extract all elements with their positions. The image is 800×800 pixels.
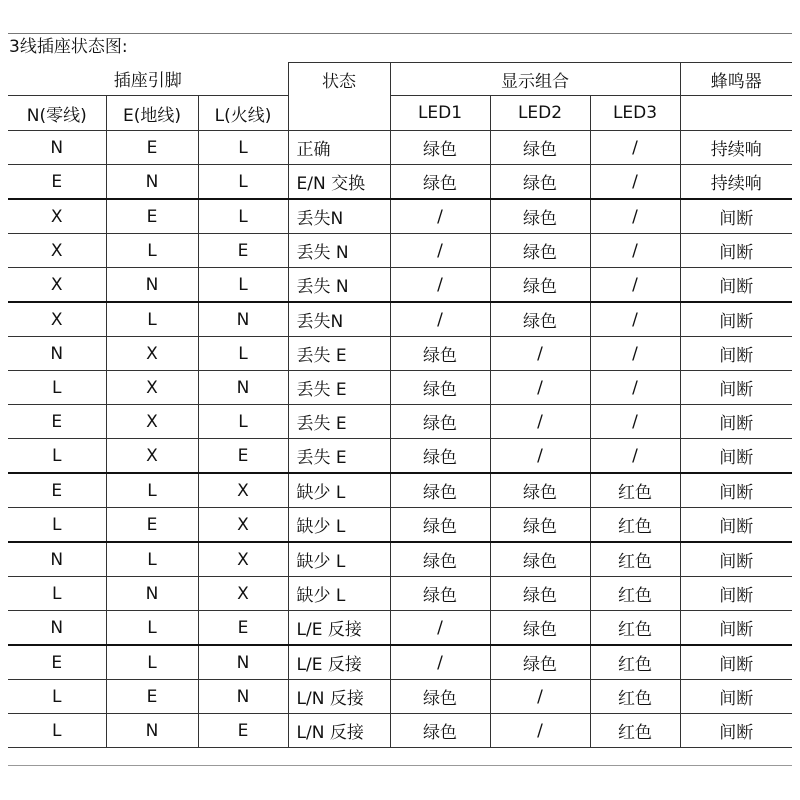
header-pins-group: 插座引脚: [8, 63, 288, 96]
cell-pin-n: L: [8, 680, 106, 714]
cell-led2: /: [490, 714, 590, 748]
cell-pin-e: N: [106, 165, 198, 200]
cell-pin-e: E: [106, 199, 198, 234]
cell-led1: 绿色: [390, 371, 490, 405]
cell-led2: /: [490, 439, 590, 474]
cell-led1: /: [390, 611, 490, 646]
cell-led1: 绿色: [390, 473, 490, 508]
table-row: [8, 268, 792, 303]
cell-pin-e: N: [106, 268, 198, 303]
cell-pin-l: X: [198, 473, 288, 508]
cell-status: 丢失 E: [288, 337, 390, 371]
cell-led2: 绿色: [490, 542, 590, 577]
cell-led1: /: [390, 268, 490, 303]
cell-led2: 绿色: [490, 234, 590, 268]
table-row: [8, 371, 792, 405]
cell-led1: /: [390, 645, 490, 680]
cell-pin-l: N: [198, 302, 288, 337]
cell-led2: 绿色: [490, 645, 590, 680]
cell-led3: 红色: [590, 542, 680, 577]
cell-pin-n: L: [8, 714, 106, 748]
cell-led3: /: [590, 199, 680, 234]
cell-pin-e: X: [106, 337, 198, 371]
header-led1: LED1: [390, 96, 490, 131]
cell-led1: 绿色: [390, 542, 490, 577]
cell-pin-l: E: [198, 714, 288, 748]
cell-led3: 红色: [590, 645, 680, 680]
cell-status: 缺少 L: [288, 577, 390, 611]
cell-status: L/N 反接: [288, 714, 390, 748]
cell-led2: 绿色: [490, 611, 590, 646]
table-row: [8, 337, 792, 371]
cell-pin-n: E: [8, 405, 106, 439]
cell-led3: /: [590, 439, 680, 474]
cell-led1: 绿色: [390, 405, 490, 439]
cell-led3: 红色: [590, 680, 680, 714]
cell-led3: /: [590, 337, 680, 371]
cell-pin-n: L: [8, 371, 106, 405]
cell-buzzer: 间断: [680, 680, 792, 714]
cell-led1: 绿色: [390, 680, 490, 714]
cell-status: L/E 反接: [288, 645, 390, 680]
cell-led2: 绿色: [490, 508, 590, 543]
cell-pin-e: L: [106, 302, 198, 337]
header-led2: LED2: [490, 96, 590, 131]
cell-pin-l: N: [198, 680, 288, 714]
header-row-2: [8, 96, 792, 131]
cell-pin-l: L: [198, 165, 288, 200]
cell-pin-l: E: [198, 234, 288, 268]
cell-pin-e: L: [106, 473, 198, 508]
cell-buzzer: 间断: [680, 371, 792, 405]
cell-led2: /: [490, 371, 590, 405]
cell-pin-e: X: [106, 371, 198, 405]
cell-status: L/E 反接: [288, 611, 390, 646]
cell-pin-n: N: [8, 131, 106, 165]
table-body: [8, 131, 792, 748]
cell-pin-n: L: [8, 577, 106, 611]
cell-status: 丢失 N: [288, 268, 390, 303]
cell-buzzer: 间断: [680, 268, 792, 303]
cell-status: 缺少 L: [288, 508, 390, 543]
table-row: [8, 131, 792, 165]
cell-pin-l: X: [198, 577, 288, 611]
cell-led2: 绿色: [490, 302, 590, 337]
table-row: [8, 473, 792, 508]
table-row: [8, 680, 792, 714]
cell-buzzer: 间断: [680, 714, 792, 748]
cell-pin-n: L: [8, 508, 106, 543]
cell-led3: /: [590, 302, 680, 337]
header-buzzer-blank: [680, 96, 792, 131]
header-row-1: [8, 63, 792, 96]
cell-pin-n: E: [8, 473, 106, 508]
header-status-blank: [288, 96, 390, 131]
cell-buzzer: 间断: [680, 234, 792, 268]
cell-pin-e: N: [106, 577, 198, 611]
cell-led3: 红色: [590, 611, 680, 646]
cell-pin-n: X: [8, 268, 106, 303]
cell-buzzer: 间断: [680, 542, 792, 577]
cell-pin-e: X: [106, 405, 198, 439]
cell-status: 丢失 E: [288, 371, 390, 405]
cell-led1: /: [390, 234, 490, 268]
cell-status: 正确: [288, 131, 390, 165]
table-row: [8, 234, 792, 268]
cell-pin-n: N: [8, 542, 106, 577]
cell-pin-e: E: [106, 131, 198, 165]
table-row: [8, 645, 792, 680]
header-led3: LED3: [590, 96, 680, 131]
page-caption: 3线插座状态图:: [9, 37, 128, 57]
table-row: [8, 577, 792, 611]
cell-pin-l: E: [198, 439, 288, 474]
bottom-rule: [8, 765, 792, 766]
cell-buzzer: 间断: [680, 405, 792, 439]
cell-led2: /: [490, 337, 590, 371]
cell-led2: /: [490, 680, 590, 714]
cell-pin-n: E: [8, 645, 106, 680]
cell-pin-e: L: [106, 645, 198, 680]
cell-buzzer: 间断: [680, 577, 792, 611]
cell-led3: /: [590, 131, 680, 165]
cell-led2: /: [490, 405, 590, 439]
cell-buzzer: 持续响: [680, 131, 792, 165]
cell-led3: 红色: [590, 577, 680, 611]
cell-status: 丢失N: [288, 199, 390, 234]
cell-led1: 绿色: [390, 508, 490, 543]
cell-led2: 绿色: [490, 131, 590, 165]
cell-pin-e: E: [106, 680, 198, 714]
cell-led2: 绿色: [490, 473, 590, 508]
cell-led1: 绿色: [390, 577, 490, 611]
cell-buzzer: 间断: [680, 645, 792, 680]
cell-led2: 绿色: [490, 577, 590, 611]
cell-led3: /: [590, 268, 680, 303]
cell-pin-l: E: [198, 611, 288, 646]
header-status: 状态: [288, 63, 390, 96]
cell-led3: 红色: [590, 473, 680, 508]
table-row: [8, 165, 792, 200]
cell-led1: /: [390, 302, 490, 337]
cell-status: E/N 交换: [288, 165, 390, 200]
cell-pin-n: L: [8, 439, 106, 474]
table-row: [8, 542, 792, 577]
cell-led3: /: [590, 371, 680, 405]
cell-pin-e: L: [106, 611, 198, 646]
cell-buzzer: 间断: [680, 302, 792, 337]
cell-pin-l: L: [198, 199, 288, 234]
cell-buzzer: 间断: [680, 439, 792, 474]
cell-pin-n: E: [8, 165, 106, 200]
header-pin-e: E(地线): [106, 96, 198, 131]
cell-pin-l: X: [198, 542, 288, 577]
cell-pin-n: N: [8, 611, 106, 646]
cell-pin-l: L: [198, 131, 288, 165]
cell-pin-e: L: [106, 234, 198, 268]
cell-status: 丢失 E: [288, 439, 390, 474]
cell-led1: 绿色: [390, 337, 490, 371]
table-row: [8, 199, 792, 234]
cell-led1: /: [390, 199, 490, 234]
cell-pin-l: L: [198, 405, 288, 439]
cell-pin-l: N: [198, 645, 288, 680]
header-display-group: 显示组合: [390, 63, 680, 96]
cell-pin-l: L: [198, 268, 288, 303]
cell-status: 丢失 E: [288, 405, 390, 439]
cell-pin-l: L: [198, 337, 288, 371]
table-row: [8, 714, 792, 748]
cell-status: L/N 反接: [288, 680, 390, 714]
cell-pin-l: X: [198, 508, 288, 543]
cell-status: 缺少 L: [288, 542, 390, 577]
cell-pin-n: X: [8, 199, 106, 234]
cell-led1: 绿色: [390, 131, 490, 165]
cell-buzzer: 间断: [680, 337, 792, 371]
header-pin-l: L(火线): [198, 96, 288, 131]
cell-status: 缺少 L: [288, 473, 390, 508]
cell-buzzer: 间断: [680, 508, 792, 543]
cell-status: 丢失N: [288, 302, 390, 337]
cell-pin-e: N: [106, 714, 198, 748]
table-row: [8, 405, 792, 439]
table-row: [8, 508, 792, 543]
cell-pin-e: L: [106, 542, 198, 577]
table-row: [8, 611, 792, 646]
header-buzzer: 蜂鸣器: [680, 63, 792, 96]
cell-led3: /: [590, 165, 680, 200]
cell-pin-l: N: [198, 371, 288, 405]
cell-led1: 绿色: [390, 439, 490, 474]
cell-pin-n: X: [8, 234, 106, 268]
cell-led1: 绿色: [390, 714, 490, 748]
cell-buzzer: 间断: [680, 473, 792, 508]
cell-led2: 绿色: [490, 199, 590, 234]
cell-led3: 红色: [590, 508, 680, 543]
cell-led3: /: [590, 234, 680, 268]
cell-led3: /: [590, 405, 680, 439]
cell-buzzer: 持续响: [680, 165, 792, 200]
socket-status-table: [8, 62, 792, 748]
cell-led3: 红色: [590, 714, 680, 748]
cell-pin-n: X: [8, 302, 106, 337]
cell-pin-n: N: [8, 337, 106, 371]
cell-buzzer: 间断: [680, 611, 792, 646]
cell-status: 丢失 N: [288, 234, 390, 268]
cell-led2: 绿色: [490, 268, 590, 303]
table-row: [8, 302, 792, 337]
header-pin-n: N(零线): [8, 96, 106, 131]
cell-led2: 绿色: [490, 165, 590, 200]
top-rule: [8, 33, 792, 34]
cell-pin-e: X: [106, 439, 198, 474]
cell-led1: 绿色: [390, 165, 490, 200]
cell-pin-e: E: [106, 508, 198, 543]
table-row: [8, 439, 792, 474]
cell-buzzer: 间断: [680, 199, 792, 234]
